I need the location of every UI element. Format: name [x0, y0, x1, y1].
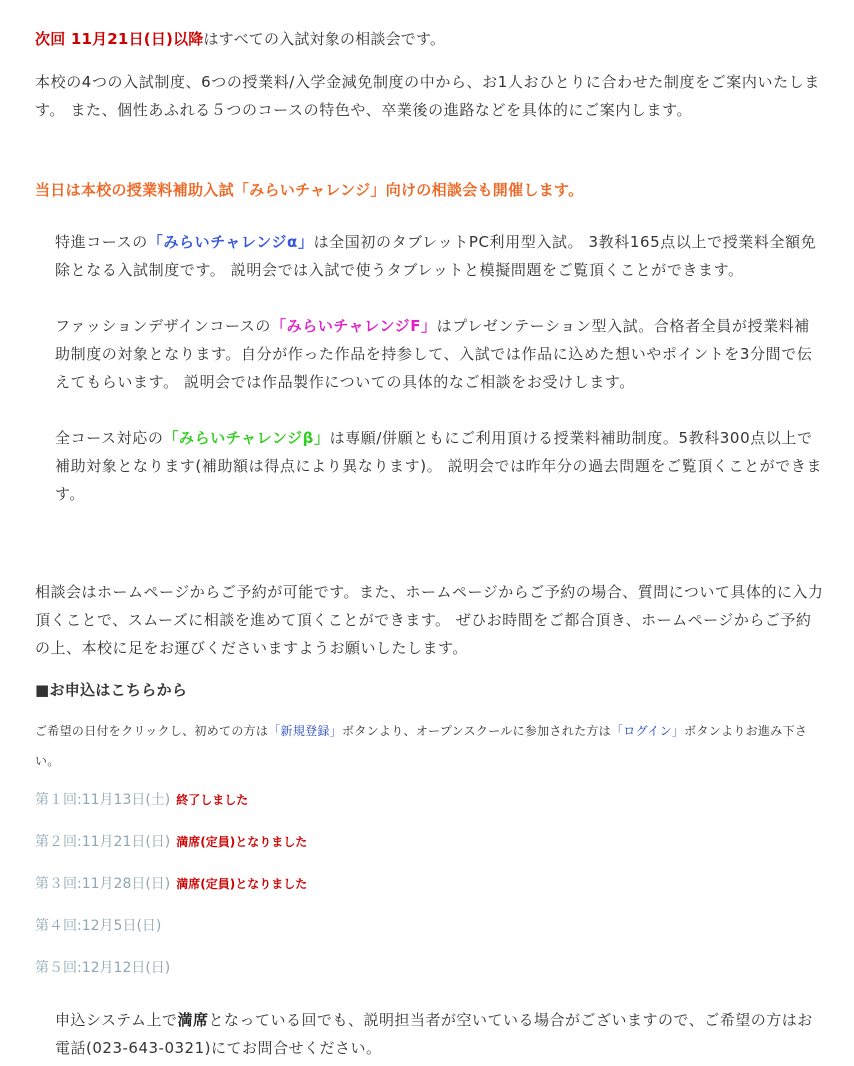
course-alpha-block	[55, 228, 825, 284]
booking-paragraph: 相談会はホームページからご予約が可能です。また、ホームページからご予約の場合、質問について具体的に入力頂くことで、スムーズに相談を進めて頂くことができます。 ぜひお時間をご都合頂き、ホームページからご予約の上、本校に足をお運びくださいますようお願いしたします。	[35, 583, 824, 657]
course-fashion-description: はプレゼンテーション型入試。合格者全員が授業料補助制度の対象となります。自分が作った作品を持参して、入試では作品に込めた想いやポイントを3分間で伝えてもらいます。 説明会では作品製作についての具体的なご相談をお受けします。	[55, 317, 813, 391]
mirai-challenge-heading: 当日は本校の授業料補助入試「みらいチャレンジ」向けの相談会も開催します。	[35, 181, 584, 199]
new-registration-link[interactable]: 「新規登録」	[268, 724, 343, 738]
course-fashion-block	[55, 312, 825, 396]
course-alpha-prefix: 特進コースの	[55, 233, 148, 251]
course-fashion-keyword: 「みらいチャレンジF」	[271, 317, 437, 335]
session-item[interactable]	[35, 872, 307, 896]
footer-text-1: 申込システム上で	[55, 1011, 178, 1029]
course-beta-block	[55, 424, 825, 508]
session-date[interactable]: 第２回:11月21日(日)	[35, 834, 171, 850]
session-item[interactable]	[35, 914, 161, 938]
instruction-text-3: ボタンよりお進み下さい。	[35, 724, 808, 768]
next-session-highlight: 次回 11月21日(日)以降	[35, 30, 204, 48]
course-fashion-prefix: ファッションデザインコースの	[55, 317, 272, 335]
instruction-text-2: ボタンより、オープンスクールに参加された方は	[342, 724, 611, 738]
course-beta-prefix: 全コース対応の	[55, 429, 164, 447]
intro-line	[35, 28, 445, 50]
course-alpha-description: は全国初のタブレットPC利用型入試。 3教科165点以上で授業料全額免除となる入試制度です。 説明会では入試で使うタブレットと模擬問題をご覧頂くことができます。	[55, 233, 817, 279]
session-item[interactable]	[35, 956, 170, 980]
course-alpha-keyword: 「みらいチャレンジα」	[147, 233, 314, 251]
session-status: 満席(定員)となりました	[176, 877, 308, 891]
session-item[interactable]	[35, 788, 248, 812]
instruction-text-1: ご希望の日付をクリックし、初めての方は	[35, 724, 269, 738]
session-date[interactable]: 第５回:12月12日(日)	[35, 960, 171, 976]
session-status: 終了しました	[176, 793, 249, 807]
apply-heading: ■お申込はこちらから	[35, 681, 188, 699]
session-status: 満席(定員)となりました	[176, 835, 308, 849]
footer-text-2: となっている回でも、説明担当者が空いている場合がございますので、ご希望の方はお電話(023-643-0321)にてお問合せください。	[55, 1011, 813, 1057]
session-item[interactable]	[35, 830, 307, 854]
booking-instruction	[35, 716, 825, 776]
session-date[interactable]: 第４回:12月5日(日)	[35, 918, 162, 934]
course-beta-description: は専願/併願ともにご利用頂ける授業料補助制度。5教科300点以上で補助対象となります(補助額は得点により異なります)。 説明会では昨年分の過去問題をご覧頂くことができます。	[55, 429, 823, 503]
login-link[interactable]: 「ログイン」	[610, 724, 685, 738]
intro-paragraph: 本校の4つの入試制度、6つの授業料/入学金減免制度の中から、お1人おひとりに合わせた制度をご案内いたします。 また、個性あふれる５つのコースの特色や、卒業後の進路などを具体的にご案内します。	[35, 73, 820, 119]
session-date[interactable]: 第３回:11月28日(日)	[35, 876, 171, 892]
intro-rest: はすべての入試対象の相談会です。	[203, 30, 446, 48]
footer-full-label: 満席	[177, 1011, 209, 1029]
phone-inquiry-note	[55, 1006, 825, 1062]
course-beta-keyword: 「みらいチャレンジβ」	[163, 429, 330, 447]
session-date[interactable]: 第１回:11月13日(土)	[35, 792, 171, 808]
